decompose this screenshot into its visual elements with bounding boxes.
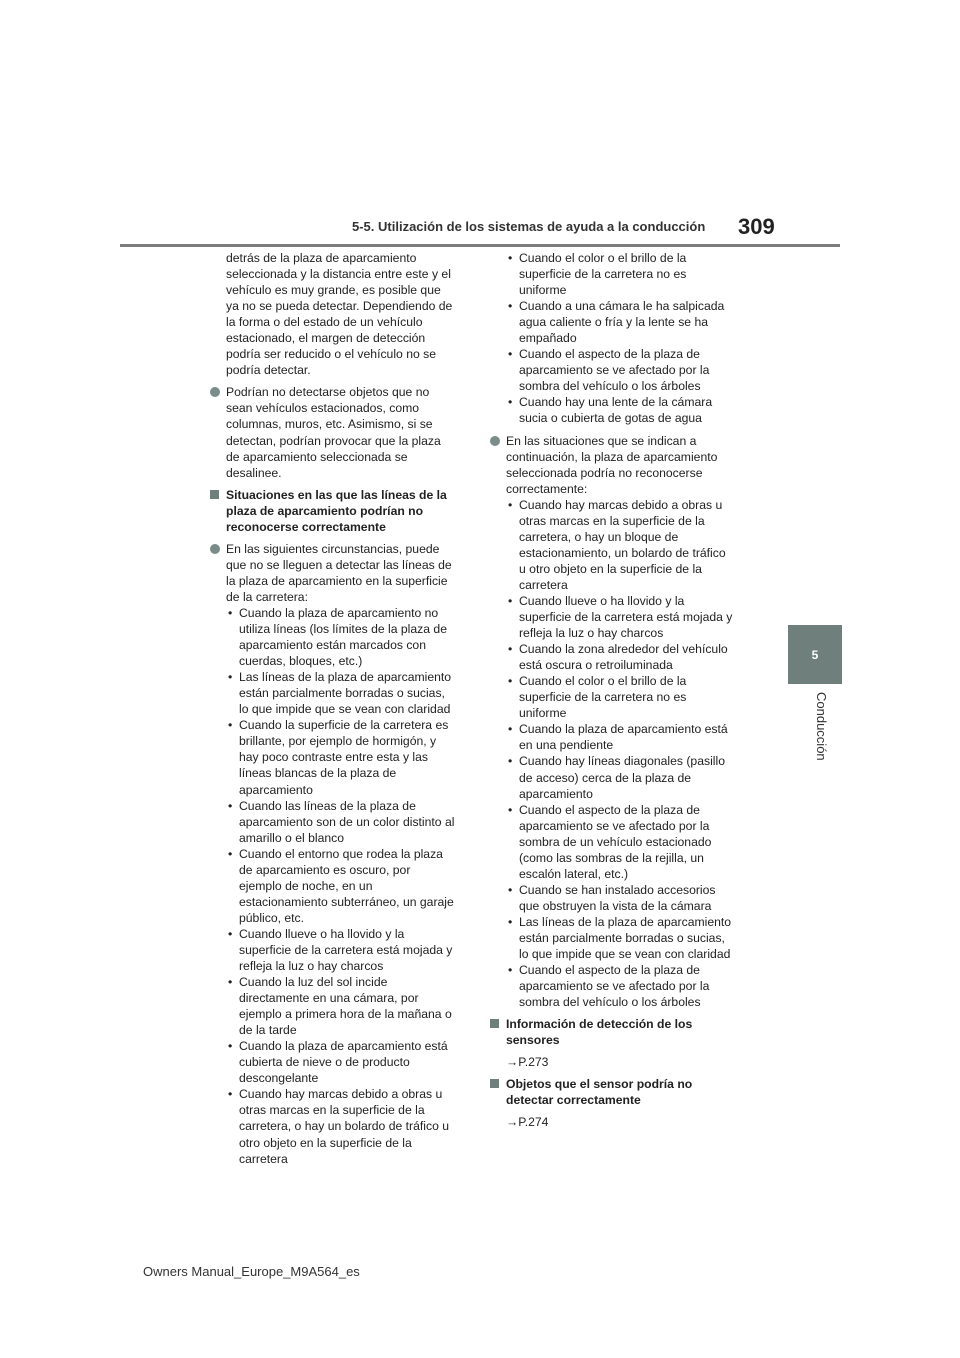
list-item: • Cuando el aspecto de la plaza de aparcamiento se ve afectado por la sombra del vehículo o los árboles (506, 346, 735, 394)
list-item: • Cuando la superficie de la carretera es brillante, por ejemplo de hormigón, y hay poco contraste entre esta y las líneas blancas de la plaza de aparcamiento (226, 717, 455, 797)
right-column (490, 250, 735, 1136)
list-item: • Cuando llueve o ha llovido y la superficie de la carretera está mojada y refleja la luz o hay charcos (506, 593, 735, 641)
list-item: • Cuando la plaza de aparcamiento está en una pendiente (506, 721, 735, 753)
bullet-block (210, 541, 455, 1167)
square-marker-icon (490, 1079, 499, 1088)
bullet-text: Podrían no detectarse objetos que no sean vehículos estacionados, como columnas, muros, etc. Asimismo, si se detectan, podrían provocar que la plaza de aparcamiento seleccionada se desalinee. (226, 385, 441, 480)
list-item: • Cuando el entorno que rodea la plaza de aparcamiento es oscuro, por ejemplo de noche, en un estacionamiento subterráneo, un garaje público, etc. (226, 846, 455, 926)
list-item: • Cuando llueve o ha llovido y la superficie de la carretera está mojada y refleja la luz o hay charcos (226, 926, 455, 974)
section-heading-block (490, 1076, 735, 1108)
chapter-tab-number: 5 (811, 647, 819, 662)
list-item: • Cuando la plaza de aparcamiento no utiliza líneas (los límites de la plaza de aparcamiento están marcados con cuerdas, bloques, etc.) (226, 605, 455, 669)
condition-list (506, 250, 735, 427)
section-heading-block (490, 1016, 735, 1048)
bullet-dot-icon (490, 436, 500, 446)
page-number: 309 (738, 214, 775, 239)
page-reference-link[interactable]: →P.274 (506, 1115, 549, 1130)
bullet-dot-icon (210, 387, 220, 397)
bullet-intro: En las situaciones que se indican a continuación, la plaza de aparcamiento seleccionada podría no reconocerse correctamente: (506, 433, 718, 496)
chapter-tab[interactable] (788, 625, 842, 684)
section-heading: Objetos que el sensor podría no detectar correctamente (506, 1077, 693, 1108)
footer-text: Owners Manual_Europe_M9A564_es (143, 1264, 360, 1279)
condition-list (226, 605, 455, 1167)
condition-list (506, 497, 735, 1011)
chapter-tab-label: Conducción (814, 692, 829, 761)
list-item: • Cuando hay marcas debido a obras u otras marcas en la superficie de la carretera, o hay un bloque de estacionamiento, un bolardo de tráfico u otro objeto en la superficie de la carretera (506, 497, 735, 593)
section-heading: Situaciones en las que las líneas de la plaza de aparcamiento podrían no reconocerse correctamente (226, 487, 447, 534)
list-item: • Cuando la plaza de aparcamiento está cubierta de nieve o de producto descongelante (226, 1038, 455, 1086)
continued-list-block (490, 250, 735, 427)
bullet-body (506, 433, 735, 1011)
list-item: • Cuando hay marcas debido a obras u otras marcas en la superficie de la carretera, o hay un bolardo de tráfico u otro objeto en la superficie de la carretera (226, 1086, 455, 1166)
bullet-body (226, 541, 455, 1167)
list-item: • Cuando se han instalado accesorios que obstruyen la vista de la cámara (506, 882, 735, 914)
left-column (210, 250, 455, 1173)
list-item: • Cuando las líneas de la plaza de aparcamiento son de un color distinto al amarillo o el blanco (226, 798, 455, 846)
list-item: • Cuando la luz del sol incide directamente en una cámara, por ejemplo a primera hora de la mañana o de la tarde (226, 974, 455, 1038)
list-item: • Cuando hay líneas diagonales (pasillo de acceso) cerca de la plaza de aparcamiento (506, 753, 735, 801)
list-item: • Cuando el aspecto de la plaza de aparcamiento se ve afectado por la sombra del vehículo o los árboles (506, 962, 735, 1010)
bullet-dot-icon (210, 544, 220, 554)
section-heading: Información de detección de los sensores (506, 1017, 693, 1048)
list-item: • Cuando a una cámara le ha salpicada agua caliente o fría y la lente se ha empañado (506, 298, 735, 346)
list-item: • Las líneas de la plaza de aparcamiento están parcialmente borradas o sucias, lo que impide que se vean con claridad (226, 669, 455, 717)
bullet-block (490, 433, 735, 1011)
list-item: • Cuando el aspecto de la plaza de aparcamiento se ve afectado por la sombra de un vehículo estacionado (como las sombras de la rejilla, un escalón lateral, etc.) (506, 802, 735, 882)
section-title: 5-5. Utilización de los sistemas de ayuda a la conducción (352, 219, 706, 234)
list-item: • Cuando la zona alrededor del vehículo está oscura o retroiluminada (506, 641, 735, 673)
continued-paragraph: detrás de la plaza de aparcamiento seleccionada y la distancia entre este y el vehículo es muy grande, es posible que ya no se pueda detectar. Dependiendo de la forma o del estado de un vehículo estacionado, el margen de detección podría ser reducido o el vehículo no se podría detectar. (226, 251, 453, 378)
square-marker-icon (210, 490, 219, 499)
list-item: • Cuando el color o el brillo de la superficie de la carretera no es uniforme (506, 673, 735, 721)
bullet-intro: En las siguientes circunstancias, puede que no se lleguen a detectar las líneas de la plaza de aparcamiento en la superficie de la carretera: (226, 541, 452, 604)
bullet-block (210, 384, 455, 480)
list-item: • Cuando el color o el brillo de la superficie de la carretera no es uniforme (506, 250, 735, 298)
list-item: • Las líneas de la plaza de aparcamiento están parcialmente borradas o sucias, lo que impide que se vean con claridad (506, 914, 735, 962)
square-marker-icon (490, 1019, 499, 1028)
section-heading-block (210, 487, 455, 535)
page-reference-link[interactable]: →P.273 (506, 1055, 549, 1070)
header-divider (120, 244, 840, 247)
list-item: • Cuando hay una lente de la cámara sucia o cubierta de gotas de agua (506, 394, 735, 426)
